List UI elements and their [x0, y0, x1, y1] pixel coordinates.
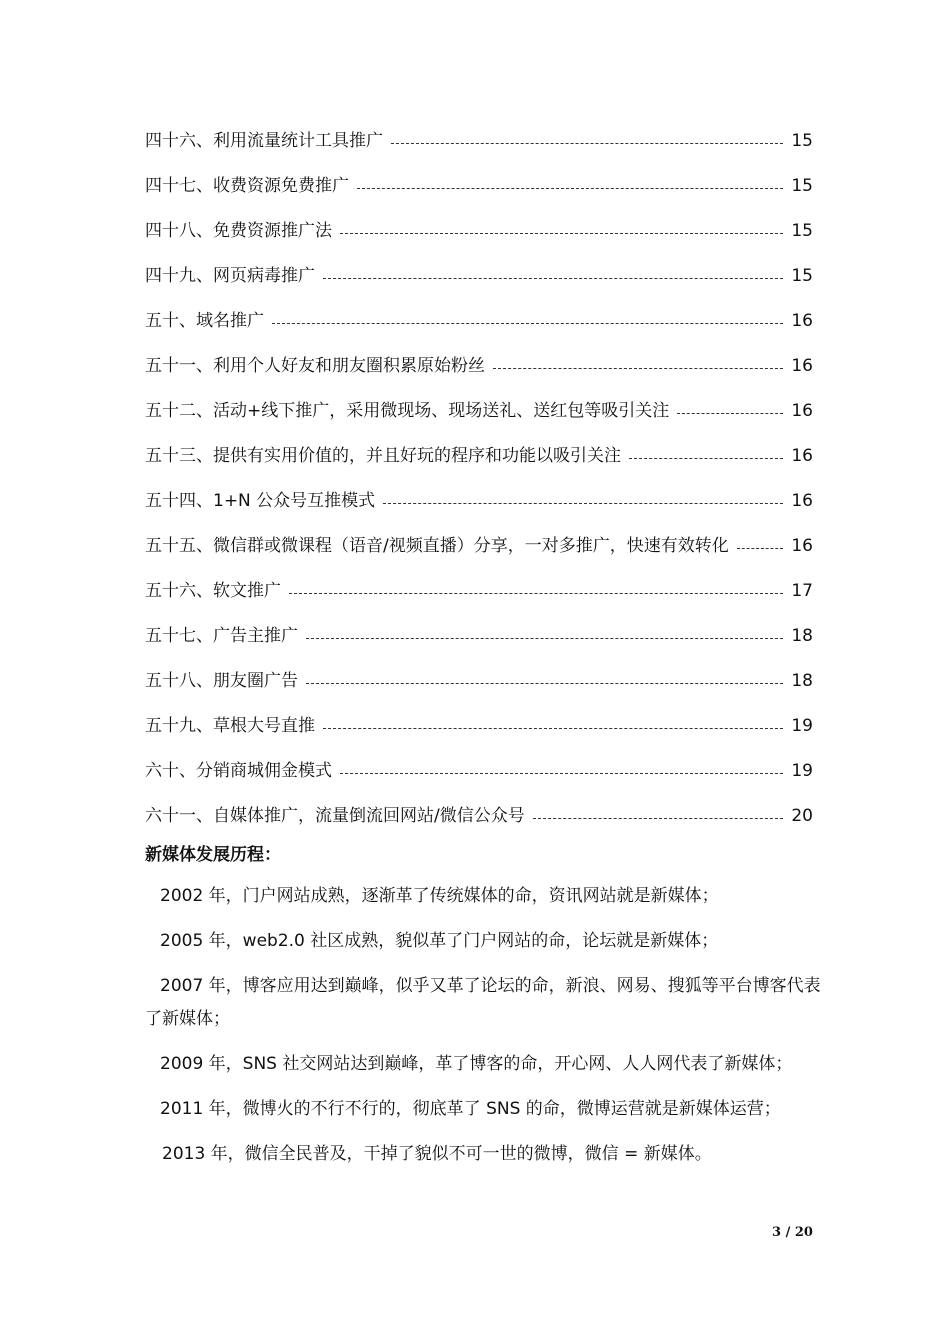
- toc-entry[interactable]: [145, 658, 813, 703]
- toc-entry-page: 16: [791, 445, 813, 466]
- toc-leader-dots: [533, 818, 784, 819]
- toc-entry-title: 四十六、利用流量统计工具推广: [145, 130, 383, 151]
- toc-entry-page: 16: [791, 310, 813, 331]
- toc-leader-dots: [677, 413, 783, 414]
- toc-entry-page: 20: [791, 805, 813, 826]
- toc-entry-title: 五十六、软文推广: [145, 580, 281, 601]
- toc-leader-dots: [391, 143, 783, 144]
- toc-entry-page: 19: [791, 760, 813, 781]
- toc-entry-title: 五十三、提供有实用价值的，并且好玩的程序和功能以吸引关注: [145, 445, 621, 466]
- toc-leader-dots: [323, 278, 783, 279]
- toc-leader-dots: [306, 638, 783, 639]
- toc-entry[interactable]: [145, 253, 813, 298]
- toc-entry-page: 15: [791, 175, 813, 196]
- toc-entry-page: 15: [791, 130, 813, 151]
- toc-entry[interactable]: [145, 118, 813, 163]
- toc-entry-title: 四十九、网页病毒推广: [145, 265, 315, 286]
- toc-entry[interactable]: [145, 433, 813, 478]
- toc-leader-dots: [340, 233, 783, 234]
- toc-entry[interactable]: [145, 343, 813, 388]
- history-paragraph: 2009 年，SNS 社交网站达到巅峰，革了博客的命，开心网、人人网代表了新媒体；: [160, 1054, 793, 1074]
- toc-entry-title: 四十八、免费资源推广法: [145, 220, 332, 241]
- history-paragraph: 2005 年，web2.0 社区成熟，貌似革了门户网站的命，论坛就是新媒体；: [160, 931, 719, 951]
- toc-entry-title: 六十一、自媒体推广，流量倒流回网站/微信公众号: [145, 805, 525, 826]
- toc-entry[interactable]: [145, 523, 813, 568]
- toc-leader-dots: [272, 323, 783, 324]
- toc-leader-dots: [629, 458, 783, 459]
- toc-leader-dots: [737, 548, 784, 549]
- toc-entry[interactable]: [145, 478, 813, 523]
- toc-entry-title: 五十九、草根大号直推: [145, 715, 315, 736]
- toc-leader-dots: [340, 773, 783, 774]
- history-paragraph: 2002 年，门户网站成熟，逐渐革了传统媒体的命，资讯网站就是新媒体；: [160, 886, 719, 906]
- toc-leader-dots: [357, 188, 783, 189]
- toc-entry[interactable]: [145, 793, 813, 838]
- toc-entry-page: 17: [791, 580, 813, 601]
- toc-entry-page: 19: [791, 715, 813, 736]
- toc-leader-dots: [383, 503, 783, 504]
- toc-entry[interactable]: [145, 703, 813, 748]
- toc-leader-dots: [493, 368, 783, 369]
- toc-entry[interactable]: [145, 208, 813, 253]
- toc-entry-title: 五十二、活动+线下推广，采用微现场、现场送礼、送红包等吸引关注: [145, 400, 670, 421]
- toc-entry-page: 16: [791, 400, 813, 421]
- toc-entry-title: 六十、分销商城佣金模式: [145, 760, 332, 781]
- history-paragraph: 2013 年，微信全民普及，干掉了貌似不可一世的微博，微信 = 新媒体。: [162, 1144, 712, 1164]
- toc-entry-page: 18: [791, 670, 813, 691]
- toc-leader-dots: [289, 593, 783, 594]
- toc-entry[interactable]: [145, 388, 813, 433]
- toc-entry-title: 五十八、朋友圈广告: [145, 670, 298, 691]
- toc-entry-title: 五十七、广告主推广: [145, 625, 298, 646]
- section-heading: 新媒体发展历程：: [145, 845, 281, 865]
- toc-entry[interactable]: [145, 298, 813, 343]
- history-paragraph: 2007 年，博客应用达到巅峰，似乎又革了论坛的命，新浪、网易、搜狐等平台博客代表了新媒体；: [145, 976, 821, 1029]
- toc-entry[interactable]: [145, 613, 813, 658]
- toc-entry-page: 15: [791, 220, 813, 241]
- toc-entry-title: 五十四、1+N 公众号互推模式: [145, 490, 376, 511]
- toc-entry-title: 四十七、收费资源免费推广: [145, 175, 349, 196]
- table-of-contents: [145, 118, 813, 838]
- toc-entry-page: 16: [791, 490, 813, 511]
- toc-entry-page: 16: [791, 535, 813, 556]
- toc-entry-page: 16: [791, 355, 813, 376]
- toc-leader-dots: [323, 728, 783, 729]
- section-body: [145, 880, 825, 1183]
- toc-leader-dots: [306, 683, 783, 684]
- toc-entry-page: 15: [791, 265, 813, 286]
- toc-entry[interactable]: [145, 568, 813, 613]
- toc-entry-title: 五十五、微信群或微课程（语音/视频直播）分享，一对多推广，快速有效转化: [145, 535, 729, 556]
- history-paragraph: 2011 年，微博火的不行不行的，彻底革了 SNS 的命，微博运营就是新媒体运营；: [160, 1099, 781, 1119]
- toc-entry[interactable]: [145, 163, 813, 208]
- toc-entry-title: 五十、域名推广: [145, 310, 264, 331]
- toc-entry-page: 18: [791, 625, 813, 646]
- toc-entry-title: 五十一、利用个人好友和朋友圈积累原始粉丝: [145, 355, 485, 376]
- toc-entry[interactable]: [145, 748, 813, 793]
- page-number: 3 / 20: [772, 1225, 813, 1240]
